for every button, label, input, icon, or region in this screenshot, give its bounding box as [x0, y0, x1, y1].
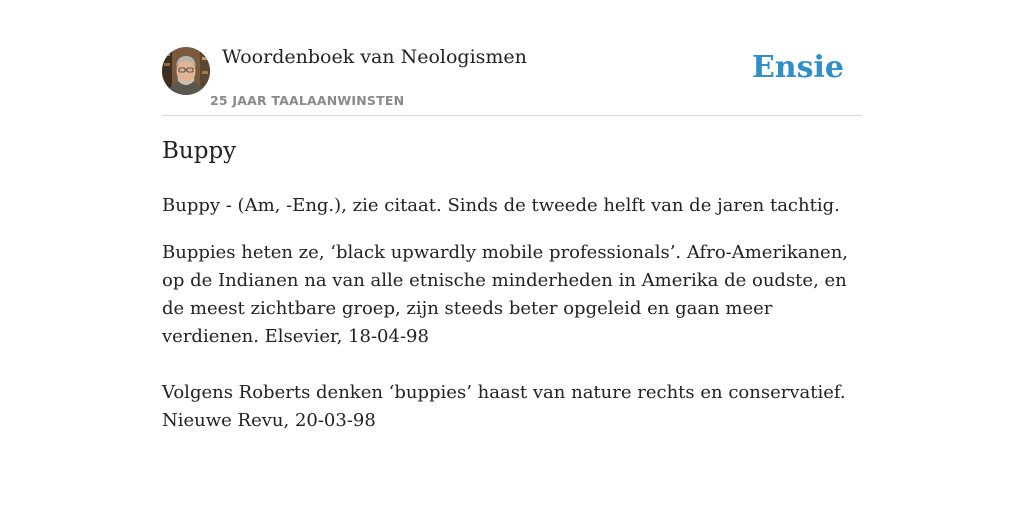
quote-paragraph: Buppies heten ze, ‘black upwardly mobile professionals’. Afro-Amerikanen, op de Indianen na van alle etnische minderheden in Amerika de oudste, en de meest zichtbare groep, zijn steeds beter opgeleid en gaan meer verdienen. Elsevier, 18-04-98 — [162, 242, 849, 347]
site-subtitle: 25 JAAR TAALAANWINSTEN — [210, 93, 405, 108]
site-title[interactable]: Woordenboek van Neologismen — [222, 46, 527, 68]
site-header — [162, 0, 862, 116]
entry-title: Buppy — [162, 138, 237, 164]
author-portrait-icon[interactable] — [162, 47, 210, 95]
quote-paragraph: Volgens Roberts denken ‘buppies’ haast van nature rechts en conservatief. Nieuwe Revu, 20-03-98 — [162, 382, 846, 431]
entry-definition: Buppy - (Am, -Eng.), zie citaat. Sinds de tweede helft van de jaren tachtig. — [162, 195, 840, 216]
quotes — [162, 239, 862, 463]
ensie-logo[interactable]: Ensie — [751, 50, 844, 85]
page — [162, 0, 862, 431]
